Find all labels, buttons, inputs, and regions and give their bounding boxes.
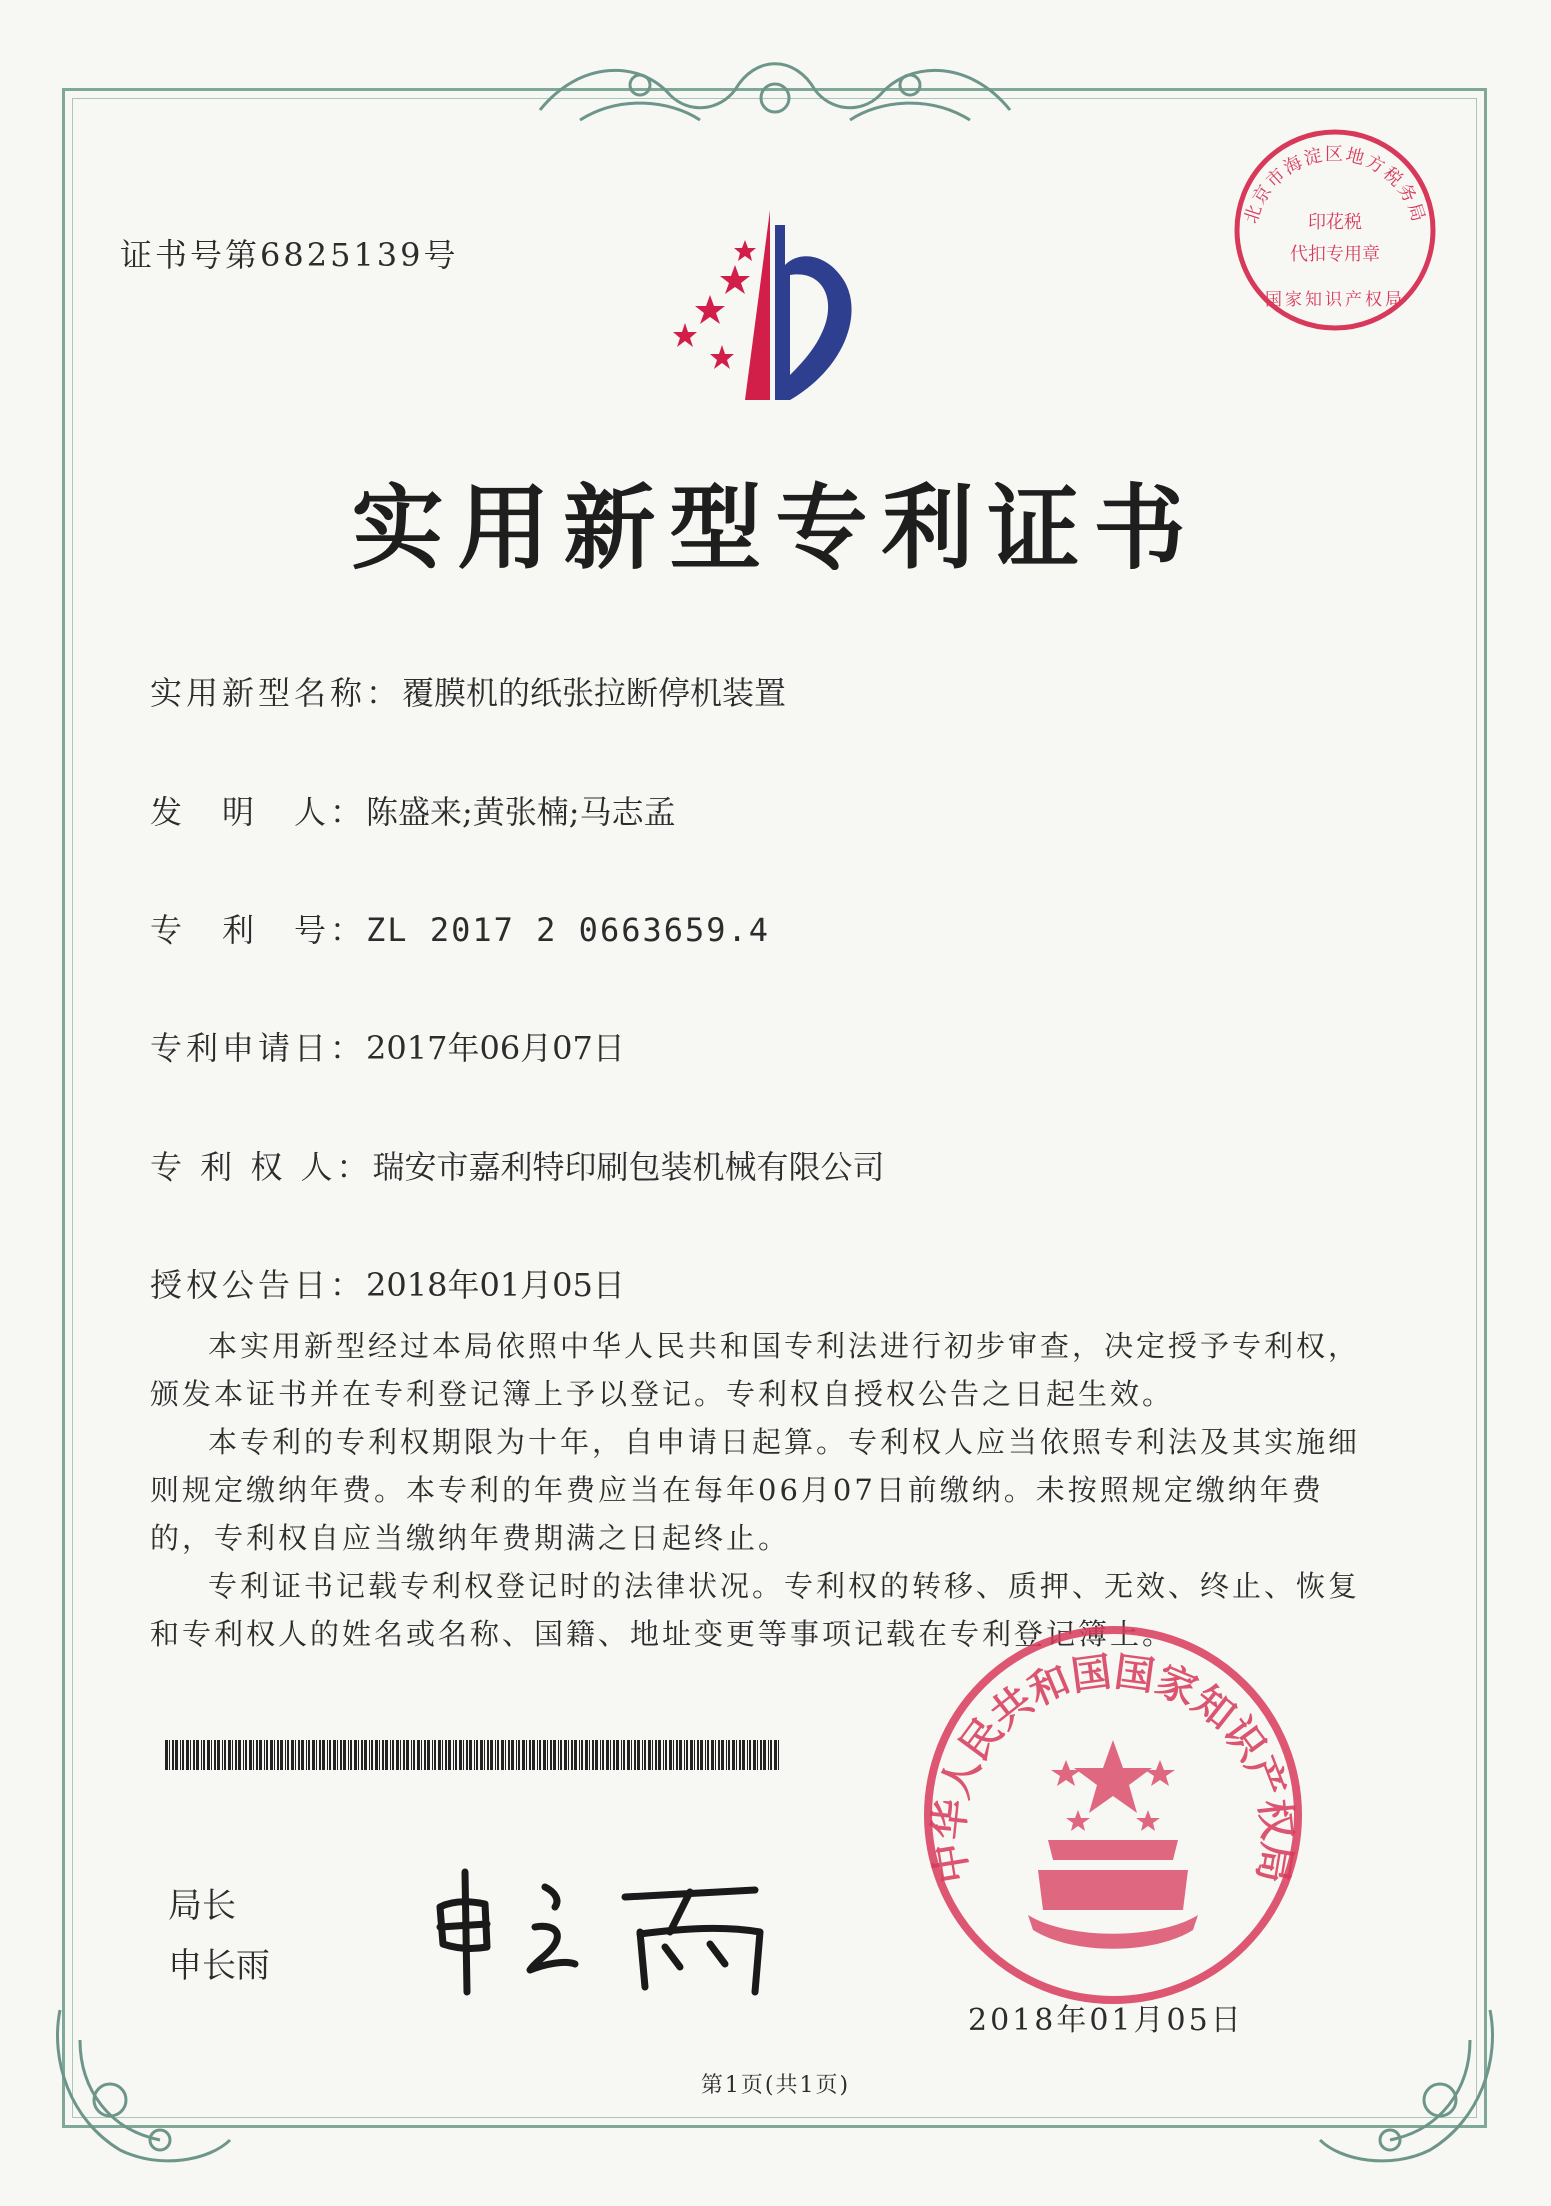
barcode-bar	[553, 1740, 556, 1770]
barcode-bar	[327, 1740, 328, 1770]
barcode-bar	[308, 1740, 310, 1770]
barcode-bar	[392, 1740, 394, 1770]
barcode-bar	[287, 1740, 289, 1770]
barcode-bar	[182, 1740, 184, 1770]
barcode-bar	[648, 1740, 651, 1770]
barcode-bar	[621, 1740, 622, 1770]
barcode-bar	[249, 1740, 252, 1770]
svg-text:代扣专用章: 代扣专用章	[1290, 244, 1380, 265]
barcode-bar	[707, 1740, 709, 1770]
barcode-bar	[400, 1740, 401, 1770]
tax-stamp-seal	[1225, 120, 1445, 340]
barcode-bar	[613, 1740, 615, 1770]
barcode-bar	[193, 1740, 195, 1770]
barcode-bar	[222, 1740, 223, 1770]
barcode-bar	[285, 1740, 286, 1770]
barcode-bar	[602, 1740, 604, 1770]
barcode-bar	[175, 1740, 178, 1770]
field-label: 专 利 号：	[150, 911, 367, 949]
barcode-bar	[757, 1740, 758, 1770]
barcode-bar	[371, 1740, 373, 1770]
barcode-bar	[581, 1740, 583, 1770]
barcode-bar	[385, 1740, 388, 1770]
barcode-bar	[623, 1740, 625, 1770]
svg-text:中华人民共和国国家知识产权局: 中华人民共和国国家知识产权局	[925, 1649, 1301, 1887]
barcode-bar	[228, 1740, 231, 1770]
barcode-bar	[718, 1740, 720, 1770]
page-title: 实用新型专利证书	[351, 475, 1200, 582]
barcode-bar	[634, 1740, 636, 1770]
barcode-bar	[711, 1740, 714, 1770]
body-paragraph: 本实用新型经过本局依照中华人民共和国专利法进行初步审查，决定授予专利权，颁发本证书并在专利登记簿上予以登记。专利权自授权公告之日起生效。	[150, 1329, 1361, 1411]
barcode-bar	[476, 1740, 478, 1770]
director-name: 申长雨	[168, 1946, 270, 1986]
cnipa-logo-icon	[650, 205, 900, 405]
barcode-bar	[732, 1740, 735, 1770]
barcode-bar	[256, 1740, 258, 1770]
barcode-bar	[301, 1740, 304, 1770]
svg-text:北京市海淀区地方税务局: 北京市海淀区地方税务局	[1240, 144, 1430, 227]
barcode-bar	[778, 1740, 779, 1770]
field-patentee	[150, 1142, 885, 1188]
barcode-bar	[684, 1740, 685, 1770]
barcode-bar	[474, 1740, 475, 1770]
barcode-bar	[417, 1740, 420, 1770]
certificate-body	[150, 1322, 1360, 1658]
field-label: 专利申请日：	[150, 1029, 367, 1067]
barcode-bar	[616, 1740, 619, 1770]
field-label: 专 利 权 人：	[150, 1148, 373, 1186]
barcode-bar	[665, 1740, 667, 1770]
svg-text:国家知识产权局: 国家知识产权局	[1265, 290, 1405, 310]
barcode-bar	[770, 1740, 772, 1770]
barcode-bar	[280, 1740, 283, 1770]
field-inventors	[150, 787, 676, 833]
barcode-bar	[421, 1740, 422, 1770]
barcode-bar	[726, 1740, 727, 1770]
field-grant-date	[150, 1260, 625, 1306]
barcode-bar	[655, 1740, 657, 1770]
barcode-bar	[753, 1740, 756, 1770]
barcode-bar	[343, 1740, 346, 1770]
barcode-bar	[361, 1740, 363, 1770]
barcode-bar	[340, 1740, 342, 1770]
barcode-bar	[427, 1740, 430, 1770]
barcode-bar	[516, 1740, 517, 1770]
barcode-bar	[333, 1740, 336, 1770]
barcode-bar	[610, 1740, 611, 1770]
barcode-bar	[224, 1740, 226, 1770]
barcode-bar	[518, 1740, 520, 1770]
barcode-bar	[312, 1740, 315, 1770]
barcode-bar	[600, 1740, 601, 1770]
barcode-bar	[550, 1740, 552, 1770]
barcode-bar	[337, 1740, 338, 1770]
barcode-bar	[235, 1740, 237, 1770]
svg-text:印花税: 印花税	[1308, 212, 1362, 233]
barcode-bar	[763, 1740, 766, 1770]
barcode-bar	[322, 1740, 325, 1770]
barcode-bar	[568, 1740, 569, 1770]
barcode-bar	[480, 1740, 483, 1770]
barcode-bar	[245, 1740, 247, 1770]
barcode-bar	[501, 1740, 504, 1770]
barcode-bar	[669, 1740, 672, 1770]
barcode-bar	[606, 1740, 609, 1770]
barcode-bar	[243, 1740, 244, 1770]
barcode-bar	[354, 1740, 357, 1770]
body-paragraph: 专利证书记载专利权登记时的法律状况。专利权的转移、质押、无效、终止、恢复和专利权人的姓名或名称、国籍、地址变更等事项记载在专利登记簿上。	[150, 1569, 1361, 1651]
barcode-bar	[574, 1740, 577, 1770]
cnipa-official-seal	[918, 1620, 1308, 2010]
barcode-bar	[585, 1740, 588, 1770]
barcode-bar	[697, 1740, 699, 1770]
field-value: 2018年01月05日	[366, 1266, 625, 1304]
barcode-bar	[169, 1740, 170, 1770]
barcode-bar	[445, 1740, 447, 1770]
barcode-bar	[358, 1740, 359, 1770]
barcode-bar	[442, 1740, 443, 1770]
barcode-bar	[350, 1740, 352, 1770]
barcode-bar	[705, 1740, 706, 1770]
barcode-bar	[469, 1740, 472, 1770]
barcode-bar	[214, 1740, 216, 1770]
barcode-bar	[329, 1740, 331, 1770]
barcode-bar	[526, 1740, 527, 1770]
barcode-bar	[369, 1740, 370, 1770]
barcode-bar	[592, 1740, 594, 1770]
barcode-bar	[438, 1740, 441, 1770]
barcode	[165, 1740, 785, 1770]
barcode-bar	[673, 1740, 674, 1770]
barcode-bar	[694, 1740, 695, 1770]
barcode-bar	[466, 1740, 468, 1770]
barcode-bar	[298, 1740, 300, 1770]
barcode-bar	[529, 1740, 531, 1770]
barcode-bar	[264, 1740, 265, 1770]
barcode-bar	[448, 1740, 451, 1770]
barcode-bar	[490, 1740, 493, 1770]
barcode-bar	[742, 1740, 745, 1770]
barcode-bar	[259, 1740, 262, 1770]
field-patent-number	[150, 905, 770, 951]
barcode-bar	[316, 1740, 317, 1770]
barcode-bar	[238, 1740, 241, 1770]
field-label: 发 明 人：	[150, 793, 367, 831]
barcode-bar	[172, 1740, 174, 1770]
barcode-bar	[186, 1740, 189, 1770]
barcode-bar	[768, 1740, 769, 1770]
barcode-bar	[277, 1740, 279, 1770]
barcode-bar	[644, 1740, 646, 1770]
field-value: 陈盛来;黄张楠;马志孟	[366, 793, 676, 831]
barcode-bar	[560, 1740, 562, 1770]
barcode-bar	[686, 1740, 688, 1770]
barcode-bar	[774, 1740, 777, 1770]
director-title: 局长	[168, 1886, 236, 1926]
barcode-bar	[165, 1740, 168, 1770]
barcode-bar	[676, 1740, 678, 1770]
barcode-bar	[627, 1740, 630, 1770]
barcode-bar	[543, 1740, 546, 1770]
barcode-bar	[180, 1740, 181, 1770]
barcode-bar	[495, 1740, 496, 1770]
barcode-bar	[463, 1740, 464, 1770]
barcode-bar	[721, 1740, 724, 1770]
barcode-bar	[642, 1740, 643, 1770]
barcode-bar	[434, 1740, 436, 1770]
barcode-bar	[390, 1740, 391, 1770]
barcode-bar	[505, 1740, 506, 1770]
barcode-bar	[232, 1740, 233, 1770]
barcode-bar	[715, 1740, 716, 1770]
field-application-date	[150, 1023, 625, 1069]
barcode-bar	[253, 1740, 254, 1770]
barcode-bar	[203, 1740, 205, 1770]
barcode-bar	[522, 1740, 525, 1770]
barcode-bar	[306, 1740, 307, 1770]
barcode-bar	[537, 1740, 538, 1770]
director-signature	[425, 1852, 785, 2002]
barcode-bar	[270, 1740, 273, 1770]
barcode-bar	[432, 1740, 433, 1770]
body-paragraph: 本专利的专利权期限为十年，自申请日起算。专利权人应当依照专利法及其实施细则规定缴纳年费。本专利的年费应当在每年06月07日前缴纳。未按照规定缴纳年费的，专利权自应当缴纳年费期满之日起终止。	[150, 1425, 1361, 1555]
barcode-bar	[211, 1740, 212, 1770]
barcode-bar	[637, 1740, 640, 1770]
barcode-bar	[403, 1740, 405, 1770]
barcode-bar	[455, 1740, 457, 1770]
barcode-bar	[679, 1740, 682, 1770]
barcode-bar	[364, 1740, 367, 1770]
barcode-bar	[319, 1740, 321, 1770]
barcode-bar	[700, 1740, 703, 1770]
barcode-bar	[497, 1740, 499, 1770]
field-value: 瑞安市嘉利特印刷包装机械有限公司	[372, 1148, 885, 1186]
barcode-bar	[487, 1740, 489, 1770]
barcode-bar	[484, 1740, 485, 1770]
barcode-bar	[382, 1740, 384, 1770]
barcode-bar	[274, 1740, 275, 1770]
barcode-bar	[736, 1740, 737, 1770]
field-value: 2017年06月07日	[366, 1029, 625, 1067]
barcode-bar	[453, 1740, 454, 1770]
barcode-bar	[459, 1740, 462, 1770]
barcode-bar	[291, 1740, 294, 1770]
barcode-bar	[595, 1740, 598, 1770]
barcode-bar	[747, 1740, 748, 1770]
barcode-bar	[728, 1740, 730, 1770]
barcode-bar	[348, 1740, 349, 1770]
barcode-bar	[196, 1740, 199, 1770]
barcode-bar	[511, 1740, 514, 1770]
barcode-bar	[589, 1740, 590, 1770]
barcode-bar	[579, 1740, 580, 1770]
barcode-bar	[564, 1740, 567, 1770]
barcode-bar	[411, 1740, 412, 1770]
barcode-bar	[760, 1740, 762, 1770]
barcode-bar	[690, 1740, 693, 1770]
page-number: 第1页(共1页)	[700, 2073, 851, 2098]
certificate-number: 证书号第6825139号	[120, 236, 459, 274]
barcode-bar	[663, 1740, 664, 1770]
barcode-bar	[201, 1740, 202, 1770]
barcode-bar	[379, 1740, 380, 1770]
barcode-bar	[396, 1740, 399, 1770]
barcode-bar	[424, 1740, 426, 1770]
barcode-bar	[532, 1740, 535, 1770]
issue-date: 2018年01月05日	[968, 2003, 1244, 2038]
barcode-bar	[406, 1740, 409, 1770]
barcode-bar	[631, 1740, 632, 1770]
barcode-bar	[749, 1740, 751, 1770]
barcode-bar	[295, 1740, 296, 1770]
field-utility-model-name	[150, 668, 786, 714]
barcode-bar	[207, 1740, 210, 1770]
barcode-bar	[375, 1740, 378, 1770]
barcode-bar	[413, 1740, 415, 1770]
barcode-bar	[652, 1740, 653, 1770]
barcode-bar	[547, 1740, 548, 1770]
barcode-bar	[266, 1740, 268, 1770]
field-label: 授权公告日：	[150, 1266, 367, 1304]
barcode-bar	[508, 1740, 510, 1770]
field-value: ZL 2017 2 0663659.4	[366, 911, 771, 949]
barcode-bar	[190, 1740, 191, 1770]
barcode-bar	[658, 1740, 661, 1770]
barcode-bar	[739, 1740, 741, 1770]
barcode-bar	[558, 1740, 559, 1770]
barcode-bar	[217, 1740, 220, 1770]
barcode-bar	[539, 1740, 541, 1770]
barcode-bar	[571, 1740, 573, 1770]
top-ornament-icon	[520, 40, 1030, 140]
field-label: 实用新型名称：	[150, 674, 403, 712]
field-value: 覆膜机的纸张拉断停机装置	[402, 674, 787, 712]
